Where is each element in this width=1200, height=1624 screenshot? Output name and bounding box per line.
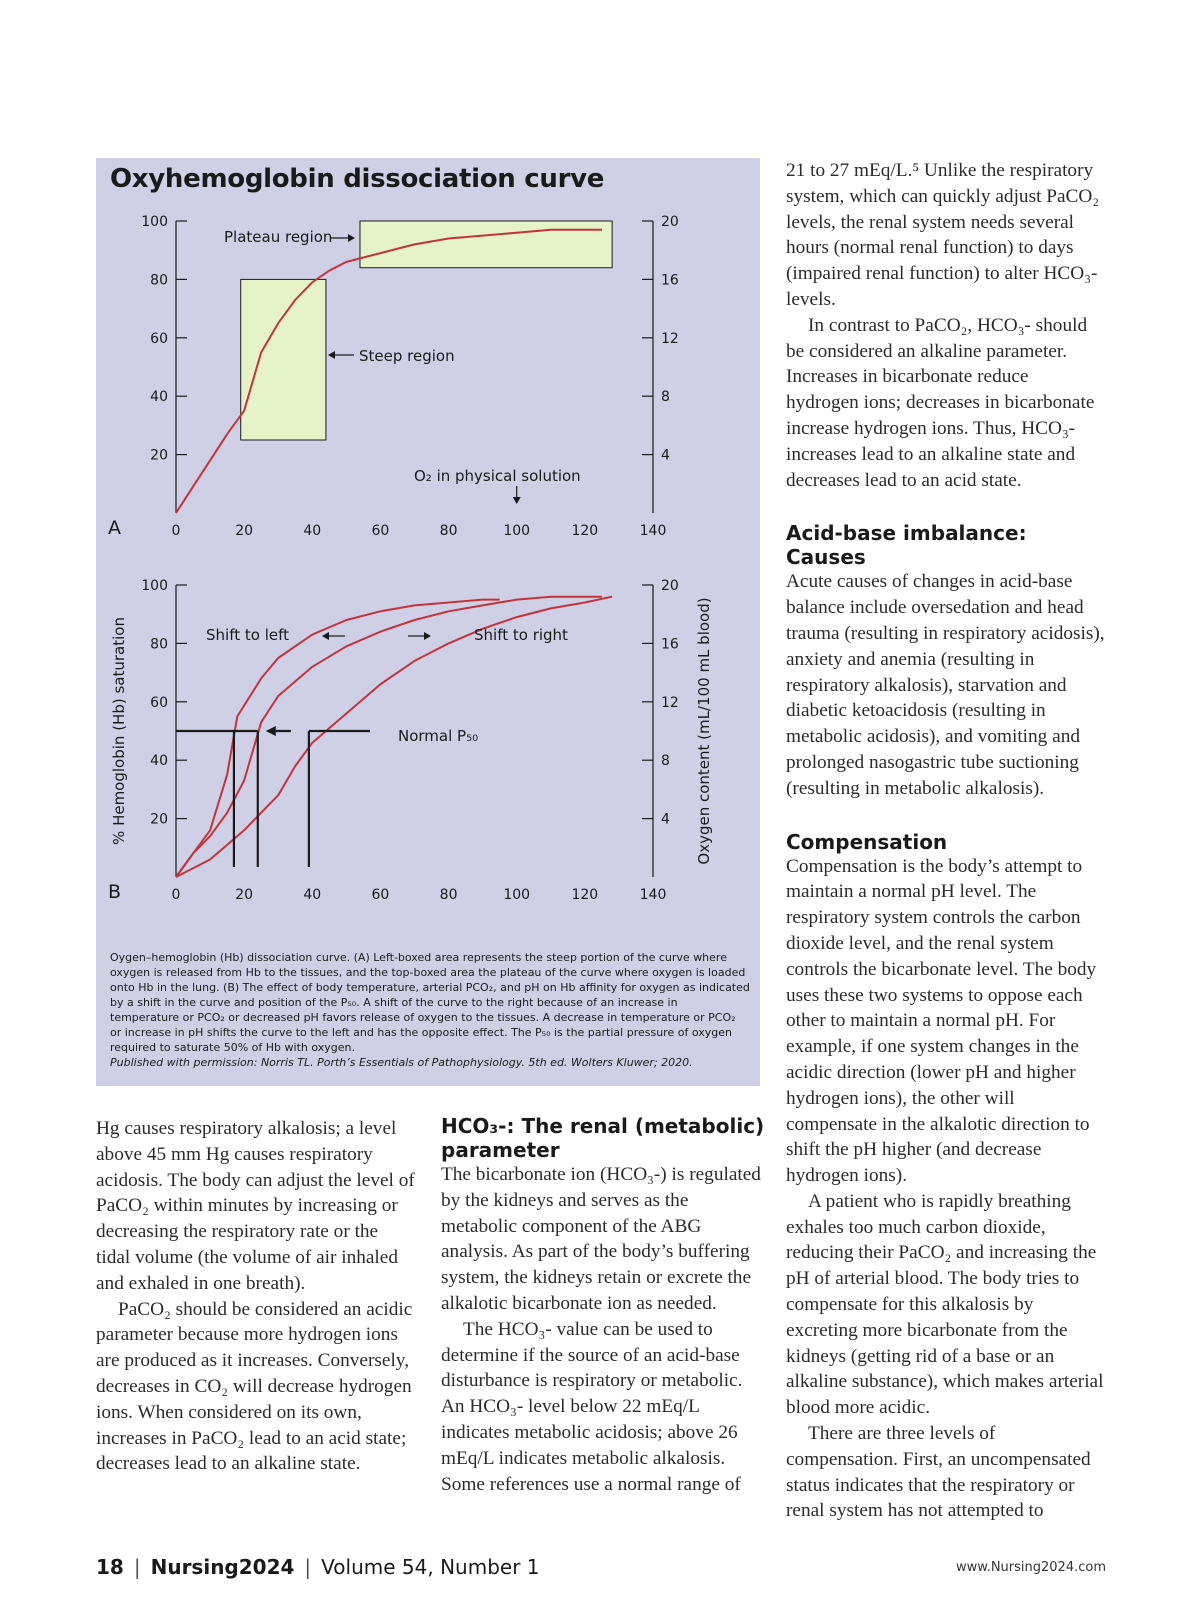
- x-tick-label-a: 120: [571, 523, 599, 539]
- x-tick-label-a: 40: [303, 523, 322, 539]
- y2-tick-label-b: 4: [661, 811, 670, 828]
- x-tick-label-a: 80: [439, 523, 458, 539]
- x-tick-label-b: 120: [571, 887, 599, 903]
- page-number: 18: [96, 1555, 124, 1579]
- shift-left-arrow-head: [322, 632, 329, 640]
- x-tick-label-a: 0: [171, 523, 181, 539]
- y-tick-label-a: 60: [150, 330, 168, 347]
- x-tick-label-b: 40: [303, 887, 322, 903]
- right-paragraph-3: Acute causes of changes in acid-base balance include oversedation and head trauma (resulting in respiratory acidosis), anxiety and anemia (resulting in respiratory alkalosis), starvation and diabetic ketoacidosis (resulting in metabolic acidosis), and vomiting and prolonged nasogastric tube suctioning (resulting in metabolic alkalosis).: [786, 571, 1105, 799]
- right-paragraph-1: 21 to 27 mEq/L.⁵ Unlike the respiratory system, which can quickly adjust PaCO₂ levels, the renal system needs several hours (normal renal function) to days (impaired renal function) to alter HCO₃- levels.: [786, 160, 1100, 310]
- left-column: [96, 1116, 416, 1477]
- y-tick-label-a: 40: [150, 389, 168, 406]
- right-column: [786, 158, 1106, 1524]
- plateau-label: Plateau region: [224, 228, 333, 246]
- figure: [96, 158, 760, 1086]
- heading-causes: Acid-base imbalance: Causes: [786, 521, 1027, 570]
- shift-left-label: Shift to left: [206, 626, 289, 644]
- y-tick-label-b: 20: [150, 811, 168, 828]
- physical-solution-label: O₂ in physical solution: [414, 467, 581, 485]
- y-tick-label-b: 100: [141, 578, 168, 594]
- figure-caption: [110, 950, 750, 1070]
- region-box-1: [241, 279, 326, 440]
- x-tick-label-b: 100: [503, 887, 531, 903]
- y-tick-label-a: 20: [150, 447, 168, 464]
- y2-tick-label-b: 12: [661, 694, 679, 711]
- right-paragraph-2: In contrast to PaCO₂, HCO₃- should be considered an alkaline parameter. Increases in bicarbonate reduce hydrogen ions; decreases in bicarbonate increase hydrogen ions. Thus, HCO₃- increases lead to an alkaline state and decreases lead to an acid state.: [786, 314, 1095, 491]
- y-axis-right-title: Oxygen content (mL/100 mL blood): [695, 597, 713, 865]
- right-paragraph-4: Compensation is the body’s attempt to maintain a normal pH level. The respiratory system controls the carbon dioxide level, and the renal system controls the bicarbonate level. The body uses these two systems to oppose each other to maintain a normal pH. For example, if one system changes in the acidic direction (lower pH and higher hydrogen ions), the other will compensate in the alkalotic direction to shift the pH higher (and decrease hydrogen ions).: [786, 855, 1097, 1187]
- left-paragraph-2: PaCO₂ should be considered an acidic parameter because more hydrogen ions are produced as it increases. Conversely, decreases in CO₂ will decrease hydrogen ions. When considered on its own, increases in PaCO₂ lead to an acid state; decreases lead to an alkaline state.: [96, 1298, 413, 1475]
- middle-paragraph-1: The bicarbonate ion (HCO₃-) is regulated by the kidneys and serves as the metabolic component of the ABG analysis. As part of the body’s buffering system, the kidneys retain or excrete the alkalotic bicarbonate ion as needed.: [441, 1164, 761, 1314]
- x-tick-label-a: 100: [503, 523, 531, 539]
- panel-label-b: B: [108, 881, 122, 903]
- steep-label: Steep region: [359, 347, 455, 365]
- x-tick-label-b: 20: [235, 887, 254, 903]
- x-tick-label-a: 60: [371, 523, 390, 539]
- volume-info: Volume 54, Number 1: [321, 1555, 540, 1579]
- x-tick-label-b: 140: [639, 887, 667, 903]
- steep-arrow-head: [328, 351, 335, 359]
- shift-right-label: Shift to right: [474, 626, 568, 644]
- x-tick-label-b: 0: [171, 887, 181, 903]
- footer-url: www.Nursing2024.com: [955, 1560, 1106, 1575]
- x-tick-label-b: 80: [439, 887, 458, 903]
- y2-tick-label-b: 8: [661, 753, 670, 770]
- y2-tick-label-b: 20: [661, 578, 679, 594]
- y-tick-label-a: 80: [150, 272, 168, 289]
- heading-compensation: Compensation: [786, 829, 948, 854]
- y-tick-label-b: 80: [150, 636, 168, 653]
- y2-tick-label-a: 16: [661, 272, 679, 289]
- page-footer: 18 | Nursing2024 | Volume 54, Number 1 www.Nursing2024.com: [96, 1555, 1106, 1579]
- middle-paragraph-2: The HCO₃- value can be used to determine if the source of an acid-base disturbance is respiratory or metabolic. An HCO₃- level below 22 mEq/L indicates metabolic acidosis; above 26 mEq/L indicates metabolic alkalosis. Some references use a normal range of: [441, 1318, 743, 1495]
- left-paragraph-1: Hg causes respiratory alkalosis; a level above 45 mm Hg causes respiratory acidosis. The body can adjust the level of PaCO₂ within minutes by increasing or decreasing the respiratory rate or the tidal volume (the volume of air inhaled and exhaled in one breath).: [96, 1118, 415, 1294]
- right-paragraph-6: There are three levels of compensation. First, an uncompensated status indicates that the respiratory or renal system has not attempted to: [786, 1423, 1091, 1522]
- x-tick-label-a: 140: [639, 523, 667, 539]
- x-tick-label-a: 20: [235, 523, 254, 539]
- region-box-2: [360, 221, 612, 268]
- dissociation-chart: [96, 158, 760, 948]
- y2-tick-label-b: 16: [661, 636, 679, 653]
- y2-tick-label-a: 8: [661, 389, 670, 406]
- y2-tick-label-a: 4: [661, 447, 670, 464]
- middle-column: [441, 1114, 766, 1497]
- figure-title: Oxyhemoglobin dissociation curve: [110, 164, 605, 194]
- y2-tick-label-a: 20: [661, 214, 679, 230]
- y-axis-left-title: % Hemoglobin (Hb) saturation: [110, 617, 128, 845]
- heading-renal-parameter: HCO₃-: The renal (metabolic) parameter: [441, 1114, 765, 1162]
- magazine-name: Nursing2024: [150, 1555, 295, 1579]
- caption-text: Oygen–hemoglobin (Hb) dissociation curve. (A) Left-boxed area represents the steep portion of the curve where oxygen is released from Hb to the tissues, and the top-boxed area the plateau of the curve where oxygen is loaded onto Hb in the lung. (B) The effect of body temperature, arterial PCO₂, and pH on Hb affinity for oxygen as indicated by a shift in the curve and position of the P₅₀. A shift of the curve to the right because of an increase in temperature or PCO₂ or decreased pH favors release of oxygen to the tissues. A decrease in temperature or PCO₂ or increase in pH shifts the curve to the left and has the opposite effect. The P₅₀ is the partial pressure of oxygen required to saturate 50% of Hb with oxygen.: [110, 951, 750, 1054]
- panel-label-a: A: [108, 517, 121, 539]
- y-tick-label-a: 100: [141, 214, 168, 230]
- y-tick-label-b: 40: [150, 753, 168, 770]
- y2-tick-label-a: 12: [661, 330, 679, 347]
- physical-solution-arrow-head: [513, 497, 521, 504]
- plateau-arrow-head: [348, 234, 355, 242]
- y-tick-label-b: 60: [150, 694, 168, 711]
- x-tick-label-b: 60: [371, 887, 390, 903]
- normal-p50-label: Normal P₅₀: [398, 727, 479, 745]
- caption-credit: Published with permission: Norris TL. Porth’s Essentials of Pathophysiology. 5th ed. Wolters Kluwer; 2020.: [110, 1056, 693, 1069]
- shift-right-arrow-head: [424, 632, 431, 640]
- right-paragraph-5: A patient who is rapidly breathing exhales too much carbon dioxide, reducing their PaCO₂ and increasing the pH of arterial blood. The body tries to compensate for this alkalosis by excreting more bicarbonate from the kidneys (getting rid of a base or an alkaline substance), which makes arterial blood more acidic.: [786, 1190, 1104, 1419]
